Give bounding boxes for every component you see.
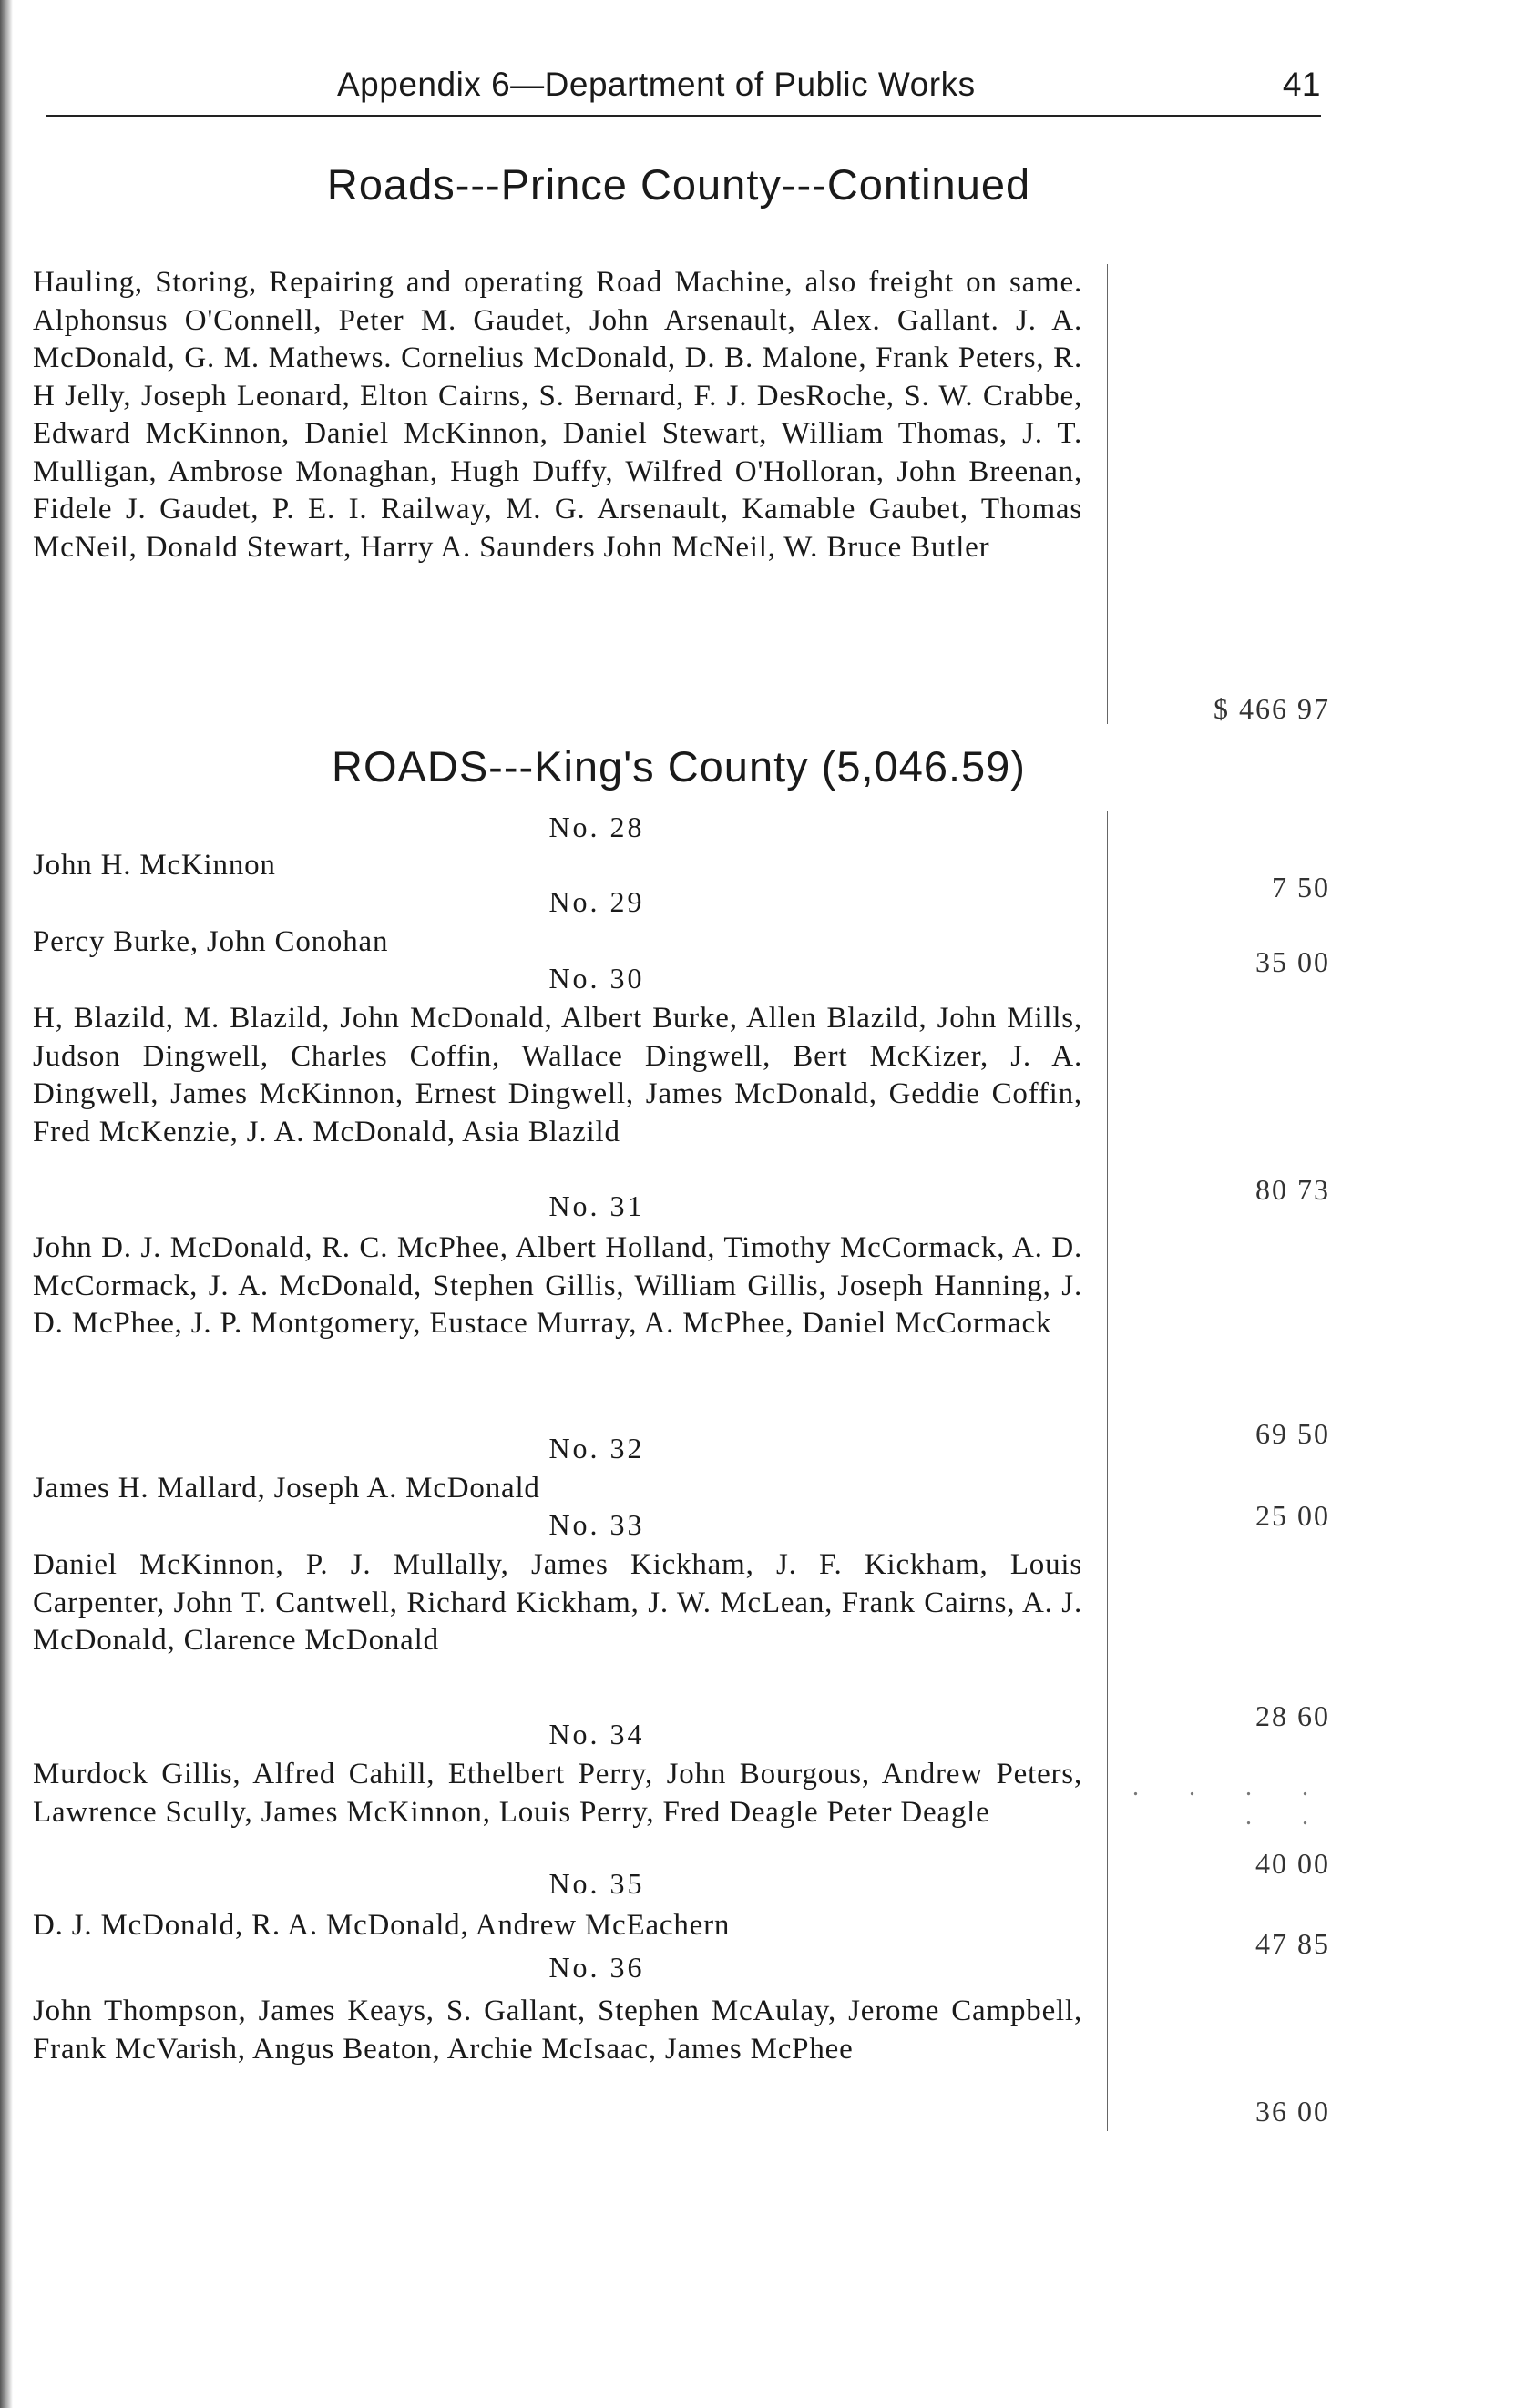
road-number-29: No. 29 (548, 885, 645, 918)
road-number-35: No. 35 (548, 1867, 645, 1900)
prince-county-names: Hauling, Storing, Repairing and operating Road Machine, also freight on same. Alphonsus O'Connell, Peter M. Gaudet, John Arsenault, Alex. Gallant. J. A. McDonald, G. M. Mathews. Cornelius McDonald, D. B. Malone, Frank Peters, R. H Jelly, Joseph Leonard, Elton Cairns, S. Bernard, F. J. DesRoche, S. W. Crabbe, Edward McKinnon, Daniel McKinnon, Daniel Stewart, William Thomas, J. T. Mulligan, Ambrose Monaghan, Hugh Duffy, Wilfred O'Holloran, John Breenan, Fidele J. Gaudet, P. E. I. Railway, M. G. Arsenault, Kamable Gaubet, Thomas McNeil, Donald Stewart, Harry A. Saunders John McNeil, W. Bruce Butler (33, 266, 1082, 564)
road-30-names: H, Blazild, M. Blazild, John McDonald, Albert Burke, Allen Blazild, John Mills, Judson Dingwell, Charles Coffin, Wallace Dingwell, Bert McKizer, J. A. Dingwell, James McKinnon, Ernest Dingwell, James McDonald, Geddie Coffin, Fred McKenzie, J. A. McDonald, Asia Blazild (33, 1002, 1082, 1148)
road-28-amount: 7 50 (1272, 871, 1330, 903)
road-number-36: No. 36 (548, 1951, 645, 1984)
road-31-amount: 69 50 (1255, 1417, 1330, 1450)
road-number-30: No. 30 (548, 962, 645, 995)
prince-county-heading: Roads---Prince County---Continued (326, 160, 1031, 209)
road-32-amount: 25 00 (1255, 1499, 1330, 1532)
road-number-28: No. 28 (548, 811, 645, 843)
amount-column-rule-kings (1107, 811, 1108, 2131)
road-35-amount: 47 85 (1255, 1927, 1330, 1960)
kings-county-heading: ROADS---King's County (5,046.59) (332, 742, 1026, 791)
road-number-31: No. 31 (548, 1189, 645, 1222)
header-title: Appendix 6—Department of Public Works (337, 66, 976, 103)
road-33-amount: 28 60 (1255, 1699, 1330, 1732)
road-32-names: James H. Mallard, Joseph A. McDonald (33, 1472, 540, 1505)
prince-county-amount: $ 466 97 (1213, 692, 1330, 725)
road-29-names: Percy Burke, John Conohan (33, 925, 389, 958)
road-number-32: No. 32 (548, 1432, 645, 1464)
header-rule (46, 115, 1321, 117)
leader-dots: . . . . . . (1132, 1773, 1330, 1831)
road-number-34: No. 34 (548, 1718, 645, 1750)
road-34-names: Murdock Gillis, Alfred Cahill, Ethelbert Perry, John Bourgous, Andrew Peters, Lawrence Scully, James McKinnon, Louis Perry, Fred Deagle Peter Deagle (33, 1758, 1082, 1829)
amount-column-rule-prince (1107, 264, 1108, 724)
road-29-amount: 35 00 (1255, 945, 1330, 978)
running-header (46, 60, 1321, 115)
road-31-names: John D. J. McDonald, R. C. McPhee, Albert Holland, Timothy McCormack, A. D. McCormack, J. A. McDonald, Stephen Gillis, William Gillis, Joseph Hanning, J. D. McPhee, J. P. Montgomery, Eustace Murray, A. McPhee, Daniel McCormack (33, 1231, 1082, 1340)
road-36-names: John Thompson, James Keays, S. Gallant, Stephen McAulay, Jerome Campbell, Frank McVarish, Angus Beaton, Archie McIsaac, James McPhee (33, 1995, 1082, 2066)
road-36-amount: 36 00 (1255, 2095, 1330, 2127)
road-30-amount: 80 73 (1255, 1173, 1330, 1206)
road-number-33: No. 33 (548, 1508, 645, 1541)
road-28-names: John H. McKinnon (33, 849, 276, 882)
page-number: 41 (1282, 66, 1321, 103)
road-34-amount: 40 00 (1255, 1847, 1330, 1880)
road-33-names: Daniel McKinnon, P. J. Mullally, James Kickham, J. F. Kickham, Louis Carpenter, John T. Cantwell, Richard Kickham, J. W. McLean, Frank Cairns, A. J. McDonald, Clarence McDonald (33, 1548, 1082, 1657)
road-35-names: D. J. McDonald, R. A. McDonald, Andrew McEachern (33, 1909, 731, 1942)
